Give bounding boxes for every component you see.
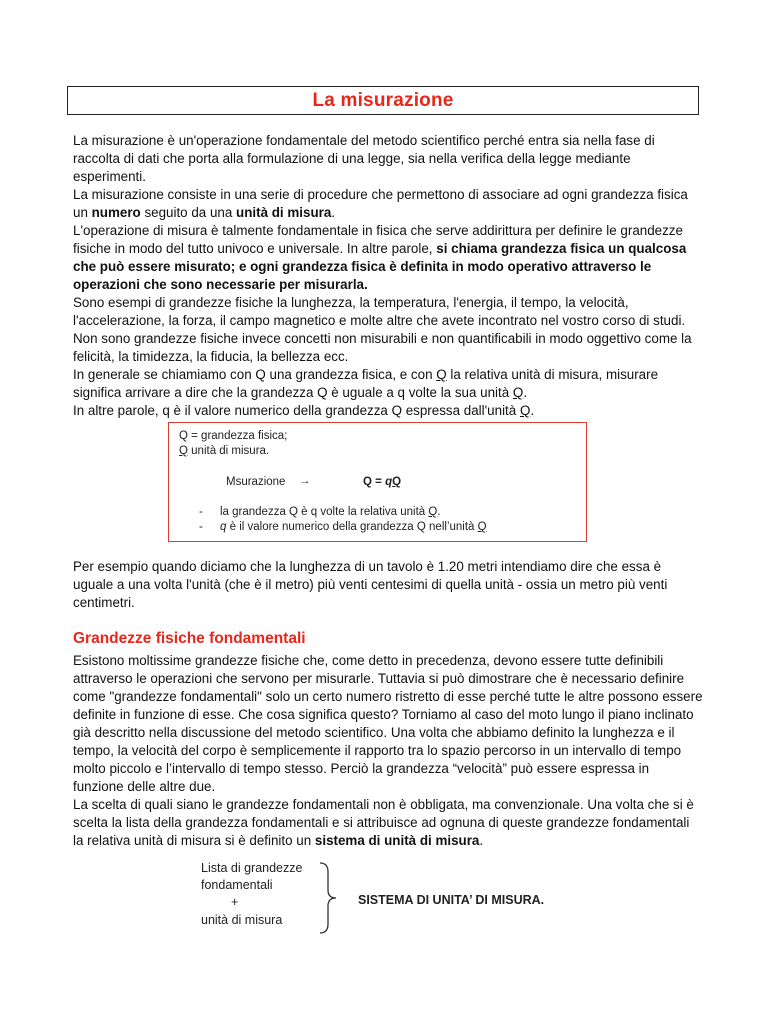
section2-paragraph-2 <box>73 796 703 850</box>
msurazione-label: Msurazione <box>226 476 286 488</box>
text-span: La scelta di quali siano le grandezze fondamentali non è obbligata, ma convenzionale. Una volta che si è scelta la lista della grandezza fondamentali e si attribuisce ad ognuna di queste grandezze fondamentali la relativa unità di misura si è definito un <box>73 797 694 848</box>
diagram-result: SISTEMA DI UNITA’ DI MISURA. <box>358 893 545 907</box>
diagram-plus: + <box>231 895 239 909</box>
text-span: . <box>437 506 441 518</box>
text-span: La misurazione consiste in una serie di procedure che permettono di associare ad ogni grandezza fisica un <box>73 187 688 220</box>
section-heading: Grandezze fisiche fondamentali <box>73 630 306 647</box>
text-span: . <box>523 385 528 400</box>
intro-paragraph-2 <box>73 186 703 222</box>
example-section <box>73 558 703 612</box>
unit-symbol: Q <box>436 367 447 382</box>
intro-section <box>73 132 703 420</box>
text-span: è il valore numerico della grandezza Q nell’unità <box>226 521 478 533</box>
text-span: . <box>479 833 484 848</box>
formula-bullet-1 <box>220 506 441 518</box>
text-span: In generale se chiamiamo con Q una grandezza fisica, e con <box>73 367 437 382</box>
text-span: seguito da una <box>140 205 237 220</box>
formula-line-2 <box>179 445 269 457</box>
formula-q: q <box>385 476 393 488</box>
section2-paragraph-1: Esistono moltissime grandezze fisiche che, come detto in precedenza, devono essere tutte definibili attraverso le operazioni che servono per misurarle. Tuttavia si può dimostrare che è necessario definire come "grandezze fondamentali" solo un certo numero ristretto di esse perché tutte le altre possono essere definite in funzione di esse. Che cosa significa questo? Torniamo al caso del moto lungo il piano inclinato già descritto nella discussione del metodo scientifico. Una volta che abbiamo definito la lunghezza e il tempo, la velocità del corpo è semplicemente il rapporto tra lo spazio percorso in un intervallo di tempo molto piccolo e l’intervallo di tempo stesso. Perciò la grandezza “velocità” può essere espressa in funzione delle altre due. <box>73 653 703 794</box>
example-paragraph: Per esempio quando diciamo che la lunghezza di un tavolo è 1.20 metri intendiamo dire che essa è uguale a una volta l'unità (che è il metro) più venti centesimi di quella unità - ossia un metro più venti centimetri. <box>73 559 668 610</box>
diagram-line-1: Lista di grandezze <box>201 861 303 875</box>
bold-numero: numero <box>91 205 141 220</box>
formula-q: q <box>220 521 227 533</box>
formula-box <box>168 422 587 542</box>
text-span: . <box>530 403 535 418</box>
title-box <box>67 86 699 115</box>
unit-symbol: Q <box>477 521 487 533</box>
text-span: la grandezza Q è q volte la relativa unità <box>220 506 429 518</box>
intro-paragraph-6 <box>73 402 703 420</box>
bold-sistema: sistema di unità di misura <box>314 833 480 848</box>
formula-expression <box>363 476 401 488</box>
diagram-line-3: unità di misura <box>201 913 283 927</box>
intro-paragraph-3 <box>73 222 703 294</box>
unit-symbol: Q <box>179 445 188 457</box>
text-span: In altre parole, q è il valore numerico della grandezza Q espressa dall'unità <box>73 403 520 418</box>
text-span: Q = <box>363 476 386 488</box>
intro-paragraph-1: La misurazione è un'operazione fondamentale del metodo scientifico perché entra sia nella fase di raccolta di dati che porta alla formulazione di una legge, sia nella verifica della legge mediante esperimenti. <box>73 133 655 184</box>
formula-line-1: Q = grandezza fisica; <box>179 430 288 442</box>
diagram-line-2: fondamentali <box>201 878 273 892</box>
unit-symbol: Q <box>392 476 402 488</box>
unit-symbol: Q <box>428 506 438 518</box>
system-diagram <box>198 860 558 940</box>
section2-body <box>73 652 703 850</box>
intro-paragraph-4: Sono esempi di grandezze fisiche la lunghezza, la temperatura, l'energia, il tempo, la velocità, l'accelerazione, la forza, il campo magnetico e molte altre che avete incontrato nel vostro corso di studi. Non sono grandezze fisiche invece concetti non misurabili e non quantificabili in modo oggettivo come la felicità, la timidezza, la fiducia, la bellezza ecc. <box>73 295 692 364</box>
page-title: La misurazione <box>312 89 454 111</box>
bullet-dash: - <box>199 521 203 533</box>
intro-paragraph-5 <box>73 366 703 402</box>
text-span: . <box>331 205 336 220</box>
arrow-icon: → <box>299 475 311 487</box>
curly-brace-icon <box>316 860 346 936</box>
bold-unita: unità di misura <box>236 205 332 220</box>
unit-symbol: Q <box>512 385 524 400</box>
text-span: unità di misura. <box>187 445 270 457</box>
text-span: L'operazione di misura è talmente fondamentale in fisica che serve addirittura per definire le grandezze fisiche in modo del tutto univoco e universale. In altre parole, <box>73 223 683 256</box>
text-span: la relativa unità di misura, misurare significa arrivare a dire che la grandezza Q è uguale a q volte la sua unità <box>73 367 659 400</box>
bold-definition: si chiama grandezza fisica un qualcosa che può essere misurato; e ogni grandezza fisica è definita in modo operativo attraverso le operazioni che sono necessarie per misurarla. <box>73 241 687 292</box>
bullet-dash: - <box>199 506 203 518</box>
formula-bullet-2 <box>220 521 487 533</box>
unit-symbol: Q <box>519 403 531 418</box>
